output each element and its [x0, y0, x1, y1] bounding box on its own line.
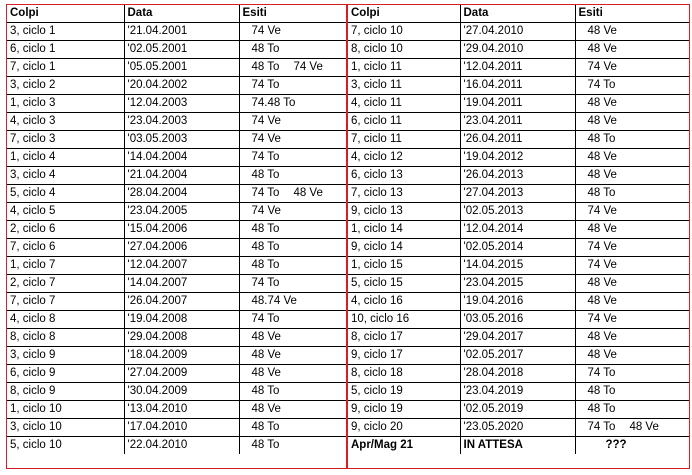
- table-row: [7, 383, 346, 401]
- esiti-cell: [239, 41, 346, 59]
- table-row: [348, 77, 689, 95]
- esiti-cell: [575, 329, 689, 347]
- data-cell: '26.04.2007: [124, 293, 239, 311]
- esiti-value: 74 To: [587, 79, 616, 91]
- esiti-cell: [239, 149, 346, 167]
- colpi-cell: 1, ciclo 3: [7, 95, 124, 113]
- colpi-cell: 3, ciclo 1: [7, 23, 124, 41]
- header-esiti: Esiti: [575, 5, 689, 23]
- esiti-second-value: 48 Ve: [293, 187, 323, 199]
- colpi-cell: 4, ciclo 16: [348, 293, 460, 311]
- table-row: [7, 95, 346, 113]
- esiti-value: 74 Ve: [587, 259, 617, 271]
- esiti-cell: [575, 23, 689, 41]
- colpi-cell: 1, ciclo 11: [348, 59, 460, 77]
- colpi-cell: 9, ciclo 17: [348, 347, 460, 365]
- esiti-cell: [239, 311, 346, 329]
- colpi-cell: 5, ciclo 4: [7, 185, 124, 203]
- esiti-cell: [239, 131, 346, 149]
- esiti-cell: [575, 221, 689, 239]
- esiti-second-value: 74 Ve: [293, 61, 323, 73]
- colpi-cell: 9, ciclo 13: [348, 203, 460, 221]
- table-row: [348, 401, 689, 419]
- esiti-value: 74 Ve: [251, 115, 281, 127]
- esiti-cell: [239, 221, 346, 239]
- data-cell: '28.04.2018: [460, 365, 575, 383]
- esiti-value: 48 To: [587, 133, 616, 145]
- esiti-value: 48 To: [251, 43, 280, 55]
- table-row: [7, 437, 346, 455]
- colpi-cell: 1, ciclo 7: [7, 257, 124, 275]
- esiti-value: 48 Ve: [251, 349, 281, 361]
- esiti-cell: [575, 419, 689, 437]
- esiti-cell: [575, 383, 689, 401]
- esiti-value: 48 Ve: [587, 115, 617, 127]
- table-row: [348, 131, 689, 149]
- table-row: [348, 59, 689, 77]
- esiti-cell: [239, 203, 346, 221]
- data-cell: '27.04.2010: [460, 23, 575, 41]
- data-cell: '02.05.2014: [460, 239, 575, 257]
- colpi-cell: 1, ciclo 15: [348, 257, 460, 275]
- table-row: [7, 311, 346, 329]
- esiti-value: 48 To: [251, 385, 280, 397]
- esiti-value: 74 To: [251, 277, 280, 289]
- colpi-cell: 4, ciclo 3: [7, 113, 124, 131]
- esiti-cell: [239, 437, 346, 455]
- table-row: [7, 347, 346, 365]
- data-cell: '22.04.2010: [124, 437, 239, 455]
- table-row: [348, 257, 689, 275]
- esiti-value: 48 To: [251, 223, 280, 235]
- data-cell: '18.04.2009: [124, 347, 239, 365]
- data-cell: '02.05.2019: [460, 401, 575, 419]
- table-row: [348, 419, 689, 437]
- esiti-value: 48 To: [251, 169, 280, 181]
- colpi-cell: 8, ciclo 18: [348, 365, 460, 383]
- esiti-value: 74 Ve: [251, 133, 281, 145]
- colpi-cell: 5, ciclo 10: [7, 437, 124, 455]
- table-row: [348, 311, 689, 329]
- table-row: [348, 347, 689, 365]
- colpi-cell: 2, ciclo 7: [7, 275, 124, 293]
- esiti-cell: [239, 401, 346, 419]
- esiti-cell: [575, 149, 689, 167]
- esiti-value: 74 To: [587, 367, 616, 379]
- esiti-cell: [575, 185, 689, 203]
- esiti-value: 48 To: [251, 421, 280, 433]
- data-cell: '19.04.2012: [460, 149, 575, 167]
- esiti-cell: [239, 239, 346, 257]
- colpi-cell: 3, ciclo 10: [7, 419, 124, 437]
- esiti-value: 48 Ve: [587, 97, 617, 109]
- table-row: [7, 257, 346, 275]
- esiti-value: 48 To: [251, 439, 280, 451]
- esiti-cell: [575, 59, 689, 77]
- esiti-cell: [239, 419, 346, 437]
- table-row: [348, 23, 689, 41]
- esiti-cell: [239, 23, 346, 41]
- table-row: [348, 293, 689, 311]
- data-cell: '12.04.2014: [460, 221, 575, 239]
- esiti-cell: [239, 383, 346, 401]
- right-header-row: [348, 5, 689, 23]
- header-colpi: Colpi: [7, 5, 124, 23]
- esiti-cell: [575, 113, 689, 131]
- esiti-second-value: 48 Ve: [629, 421, 659, 433]
- colpi-cell: 5, ciclo 15: [348, 275, 460, 293]
- esiti-cell: [239, 167, 346, 185]
- data-cell: '02.05.2017: [460, 347, 575, 365]
- right-table-panel: [347, 4, 690, 469]
- esiti-value: 74 Ve: [587, 205, 617, 217]
- data-cell: '15.04.2006: [124, 221, 239, 239]
- esiti-cell: [575, 275, 689, 293]
- esiti-cell: [239, 293, 346, 311]
- esiti-value: 48 Ve: [587, 349, 617, 361]
- esiti-value: 48 Ve: [587, 223, 617, 235]
- table-row: [348, 365, 689, 383]
- esiti-cell: [239, 347, 346, 365]
- esiti-cell: [575, 239, 689, 257]
- esiti-value: 48 To: [587, 187, 616, 199]
- table-row: [7, 167, 346, 185]
- left-table-panel: [6, 4, 347, 469]
- esiti-cell: [575, 203, 689, 221]
- esiti-value: 74 Ve: [251, 205, 281, 217]
- data-cell: '26.04.2011: [460, 131, 575, 149]
- table-row: [7, 131, 346, 149]
- esiti-value: 48 To: [587, 385, 616, 397]
- table-row: [7, 365, 346, 383]
- colpi-cell: 6, ciclo 1: [7, 41, 124, 59]
- data-cell: '14.04.2015: [460, 257, 575, 275]
- data-cell: '23.05.2020: [460, 419, 575, 437]
- esiti-cell: [575, 77, 689, 95]
- table-row: [348, 383, 689, 401]
- table-row: [7, 329, 346, 347]
- data-cell: '30.04.2009: [124, 383, 239, 401]
- esiti-value: 74 Ve: [251, 25, 281, 37]
- esiti-cell: [239, 77, 346, 95]
- esiti-value: 74 To: [251, 79, 280, 91]
- data-cell: '14.04.2007: [124, 275, 239, 293]
- table-row: [348, 203, 689, 221]
- table-row: [7, 239, 346, 257]
- data-cell: '29.04.2017: [460, 329, 575, 347]
- esiti-cell: [239, 59, 346, 77]
- header-data: Data: [460, 5, 575, 23]
- table-row: [348, 149, 689, 167]
- colpi-cell: 2, ciclo 6: [7, 221, 124, 239]
- pending-colpi: Apr/Mag 21: [348, 437, 460, 455]
- esiti-value: 48 Ve: [587, 331, 617, 343]
- esiti-cell: [239, 185, 346, 203]
- table-row: [7, 149, 346, 167]
- data-cell: '03.05.2016: [460, 311, 575, 329]
- esiti-value: 48.74 Ve: [251, 295, 297, 307]
- colpi-cell: 9, ciclo 14: [348, 239, 460, 257]
- colpi-cell: 6, ciclo 9: [7, 365, 124, 383]
- data-cell: '23.04.2015: [460, 275, 575, 293]
- esiti-value: 48 Ve: [587, 295, 617, 307]
- colpi-cell: 7, ciclo 1: [7, 59, 124, 77]
- esiti-value: 48 Ve: [251, 331, 281, 343]
- data-cell: '20.04.2002: [124, 77, 239, 95]
- table-row: [348, 113, 689, 131]
- results-sheet: [6, 4, 690, 470]
- esiti-cell: [575, 401, 689, 419]
- table-row: [348, 185, 689, 203]
- table-row: [7, 293, 346, 311]
- colpi-cell: 7, ciclo 3: [7, 131, 124, 149]
- pending-status: IN ATTESA: [460, 437, 575, 455]
- table-row: [348, 275, 689, 293]
- colpi-cell: 4, ciclo 8: [7, 311, 124, 329]
- data-cell: '12.04.2007: [124, 257, 239, 275]
- esiti-value: 48 Ve: [587, 25, 617, 37]
- esiti-value: 48 To: [251, 61, 280, 73]
- esiti-cell: [239, 257, 346, 275]
- esiti-value: 74 To: [251, 313, 280, 325]
- esiti-value: 74 To: [251, 151, 280, 163]
- data-cell: '21.04.2001: [124, 23, 239, 41]
- data-cell: '23.04.2003: [124, 113, 239, 131]
- data-cell: '16.04.2011: [460, 77, 575, 95]
- colpi-cell: 10, ciclo 16: [348, 311, 460, 329]
- esiti-value: 74 Ve: [587, 241, 617, 253]
- esiti-value: 48 Ve: [587, 43, 617, 55]
- table-row: [7, 221, 346, 239]
- colpi-cell: 5, ciclo 19: [348, 383, 460, 401]
- colpi-cell: 7, ciclo 6: [7, 239, 124, 257]
- table-row: [7, 185, 346, 203]
- esiti-value: 48 To: [251, 241, 280, 253]
- colpi-cell: 7, ciclo 7: [7, 293, 124, 311]
- esiti-cell: [239, 329, 346, 347]
- table-row: [348, 95, 689, 113]
- data-cell: '12.04.2011: [460, 59, 575, 77]
- esiti-value: 74 To: [251, 187, 280, 199]
- colpi-cell: 4, ciclo 11: [348, 95, 460, 113]
- colpi-cell: 8, ciclo 8: [7, 329, 124, 347]
- esiti-cell: [575, 293, 689, 311]
- data-cell: '17.04.2010: [124, 419, 239, 437]
- colpi-cell: 1, ciclo 4: [7, 149, 124, 167]
- colpi-cell: 3, ciclo 9: [7, 347, 124, 365]
- data-cell: '27.04.2006: [124, 239, 239, 257]
- esiti-value: 74.48 To: [251, 97, 296, 109]
- data-cell: '26.04.2013: [460, 167, 575, 185]
- esiti-cell: [575, 257, 689, 275]
- data-cell: '27.04.2013: [460, 185, 575, 203]
- header-data: Data: [124, 5, 239, 23]
- colpi-cell: 9, ciclo 20: [348, 419, 460, 437]
- data-cell: '27.04.2009: [124, 365, 239, 383]
- pending-row: [348, 437, 689, 455]
- esiti-value: 48 Ve: [587, 169, 617, 181]
- esiti-cell: [575, 365, 689, 383]
- esiti-value: 48 To: [251, 259, 280, 271]
- esiti-cell: [575, 347, 689, 365]
- esiti-value: 48 Ve: [251, 367, 281, 379]
- esiti-value: 74 To: [587, 421, 616, 433]
- data-cell: '12.04.2003: [124, 95, 239, 113]
- colpi-cell: 7, ciclo 13: [348, 185, 460, 203]
- data-cell: '02.05.2013: [460, 203, 575, 221]
- colpi-cell: 3, ciclo 4: [7, 167, 124, 185]
- data-cell: '29.04.2010: [460, 41, 575, 59]
- esiti-value: 48 Ve: [587, 151, 617, 163]
- data-cell: '02.05.2001: [124, 41, 239, 59]
- colpi-cell: 6, ciclo 13: [348, 167, 460, 185]
- table-row: [7, 113, 346, 131]
- data-cell: '05.05.2001: [124, 59, 239, 77]
- table-row: [348, 329, 689, 347]
- esiti-cell: [575, 95, 689, 113]
- colpi-cell: 3, ciclo 11: [348, 77, 460, 95]
- table-row: [7, 59, 346, 77]
- left-header-row: [7, 5, 346, 23]
- colpi-cell: 6, ciclo 11: [348, 113, 460, 131]
- colpi-cell: 4, ciclo 5: [7, 203, 124, 221]
- table-row: [7, 23, 346, 41]
- esiti-value: 48 Ve: [587, 277, 617, 289]
- esiti-cell: [575, 41, 689, 59]
- left-results-table: [7, 5, 346, 454]
- esiti-cell: [239, 365, 346, 383]
- colpi-cell: 7, ciclo 10: [348, 23, 460, 41]
- esiti-value: 74 Ve: [587, 313, 617, 325]
- colpi-cell: 8, ciclo 17: [348, 329, 460, 347]
- colpi-cell: 8, ciclo 10: [348, 41, 460, 59]
- esiti-value: 48 Ve: [251, 403, 281, 415]
- table-row: [348, 239, 689, 257]
- data-cell: '14.04.2004: [124, 149, 239, 167]
- data-cell: '21.04.2004: [124, 167, 239, 185]
- esiti-cell: [239, 95, 346, 113]
- header-esiti: Esiti: [239, 5, 346, 23]
- esiti-cell: [575, 167, 689, 185]
- table-row: [7, 203, 346, 221]
- table-row: [7, 41, 346, 59]
- table-row: [7, 275, 346, 293]
- table-row: [348, 167, 689, 185]
- data-cell: '23.04.2005: [124, 203, 239, 221]
- data-cell: '19.04.2011: [460, 95, 575, 113]
- colpi-cell: 7, ciclo 11: [348, 131, 460, 149]
- data-cell: '19.04.2016: [460, 293, 575, 311]
- colpi-cell: 8, ciclo 9: [7, 383, 124, 401]
- data-cell: '19.04.2008: [124, 311, 239, 329]
- table-row: [7, 419, 346, 437]
- colpi-cell: 9, ciclo 19: [348, 401, 460, 419]
- colpi-cell: 1, ciclo 14: [348, 221, 460, 239]
- right-results-table: [348, 5, 689, 454]
- colpi-cell: 1, ciclo 10: [7, 401, 124, 419]
- data-cell: '23.04.2019: [460, 383, 575, 401]
- esiti-value: 74 Ve: [587, 61, 617, 73]
- data-cell: '28.04.2004: [124, 185, 239, 203]
- table-row: [7, 77, 346, 95]
- data-cell: '23.04.2011: [460, 113, 575, 131]
- data-cell: '13.04.2010: [124, 401, 239, 419]
- table-row: [348, 221, 689, 239]
- table-row: [348, 41, 689, 59]
- header-colpi: Colpi: [348, 5, 460, 23]
- table-row: [7, 401, 346, 419]
- colpi-cell: 4, ciclo 12: [348, 149, 460, 167]
- colpi-cell: 3, ciclo 2: [7, 77, 124, 95]
- esiti-cell: [575, 311, 689, 329]
- esiti-cell: [575, 131, 689, 149]
- pending-esiti: ???: [575, 437, 689, 455]
- esiti-cell: [239, 275, 346, 293]
- esiti-value: 48 To: [587, 403, 616, 415]
- data-cell: '29.04.2008: [124, 329, 239, 347]
- esiti-cell: [239, 113, 346, 131]
- data-cell: '03.05.2003: [124, 131, 239, 149]
